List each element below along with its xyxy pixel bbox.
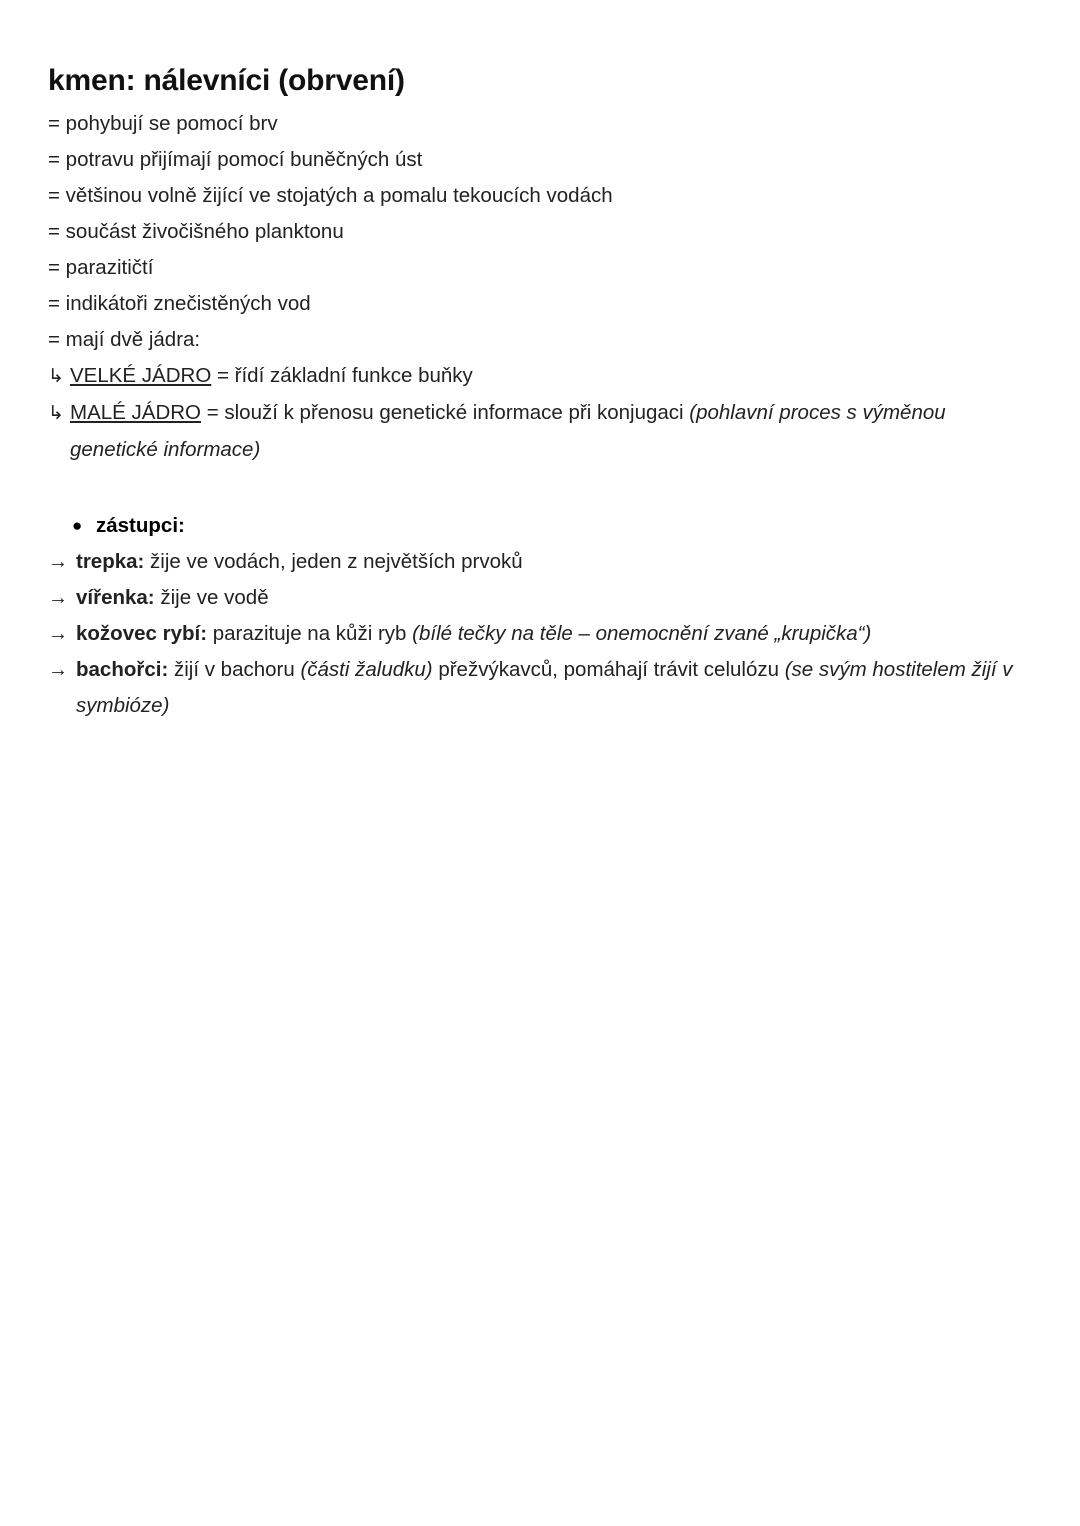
down-right-arrow-icon: ↳ (48, 366, 64, 387)
representative-name: vířenka: (76, 586, 155, 609)
definition-list (48, 106, 1032, 358)
representative-item (48, 580, 1032, 616)
nucleus-line-large (48, 358, 1032, 395)
representative-name: trepka: (76, 550, 145, 573)
nucleus-line-small (48, 395, 1032, 468)
representative-name: bachořci: (76, 658, 169, 681)
representative-name: kožovec rybí: (76, 622, 208, 645)
representative-item (48, 544, 1032, 580)
right-arrow-icon: → (48, 623, 68, 645)
representatives-heading-label: zástupci: (96, 514, 185, 537)
definition-line: = indikátoři znečistěných vod (48, 292, 311, 315)
nucleus-term: VELKÉ JÁDRO (70, 364, 212, 387)
representative-text-continued: přežvýkavců, pomáhají trávit celulózu (432, 658, 785, 681)
right-arrow-icon: → (48, 659, 68, 681)
representative-item (48, 652, 1032, 724)
representative-text: parazituje na kůži ryb (207, 622, 413, 645)
representative-note: (bílé tečky na těle – onemocnění zvané „krupička“) (412, 622, 872, 645)
page-title: kmen: nálevníci (obrvení) (48, 64, 405, 97)
definition-line: = součást živočišného planktonu (48, 220, 344, 243)
representative-text: žijí v bachoru (168, 658, 301, 681)
definition-line: = mají dvě jádra: (48, 328, 201, 351)
down-right-arrow-icon: ↳ (48, 403, 64, 424)
definition-line: = potravu přijímají pomocí buněčných úst (48, 148, 423, 171)
representative-note-continued: (se svým hostitelem žijí v symbióze) (76, 658, 1013, 717)
representative-note: (části žaludku) (300, 658, 433, 681)
definition-line: = parazitičtí (48, 256, 154, 279)
representative-text: žije ve vodě (154, 586, 269, 609)
representative-text: žije ve vodách, jeden z největších prvoků (144, 550, 523, 573)
section-spacer (48, 468, 1032, 508)
definition-line: = většinou volně žijící ve stojatých a pomalu tekoucích vodách (48, 184, 613, 207)
right-arrow-icon: → (48, 587, 68, 609)
nucleus-term: MALÉ JÁDRO (70, 401, 201, 424)
representative-item (48, 616, 1032, 652)
nucleus-description: = slouží k přenosu genetické informace při konjugaci (201, 401, 690, 424)
right-arrow-icon: → (48, 551, 68, 573)
representatives-heading (48, 508, 1032, 544)
nucleus-note: (pohlavní proces s výměnou genetické informace) (70, 401, 946, 461)
definition-line: = pohybují se pomocí brv (48, 112, 278, 135)
bullet-icon: ● (72, 516, 83, 535)
nucleus-description: = řídí základní funkce buňky (211, 364, 473, 387)
